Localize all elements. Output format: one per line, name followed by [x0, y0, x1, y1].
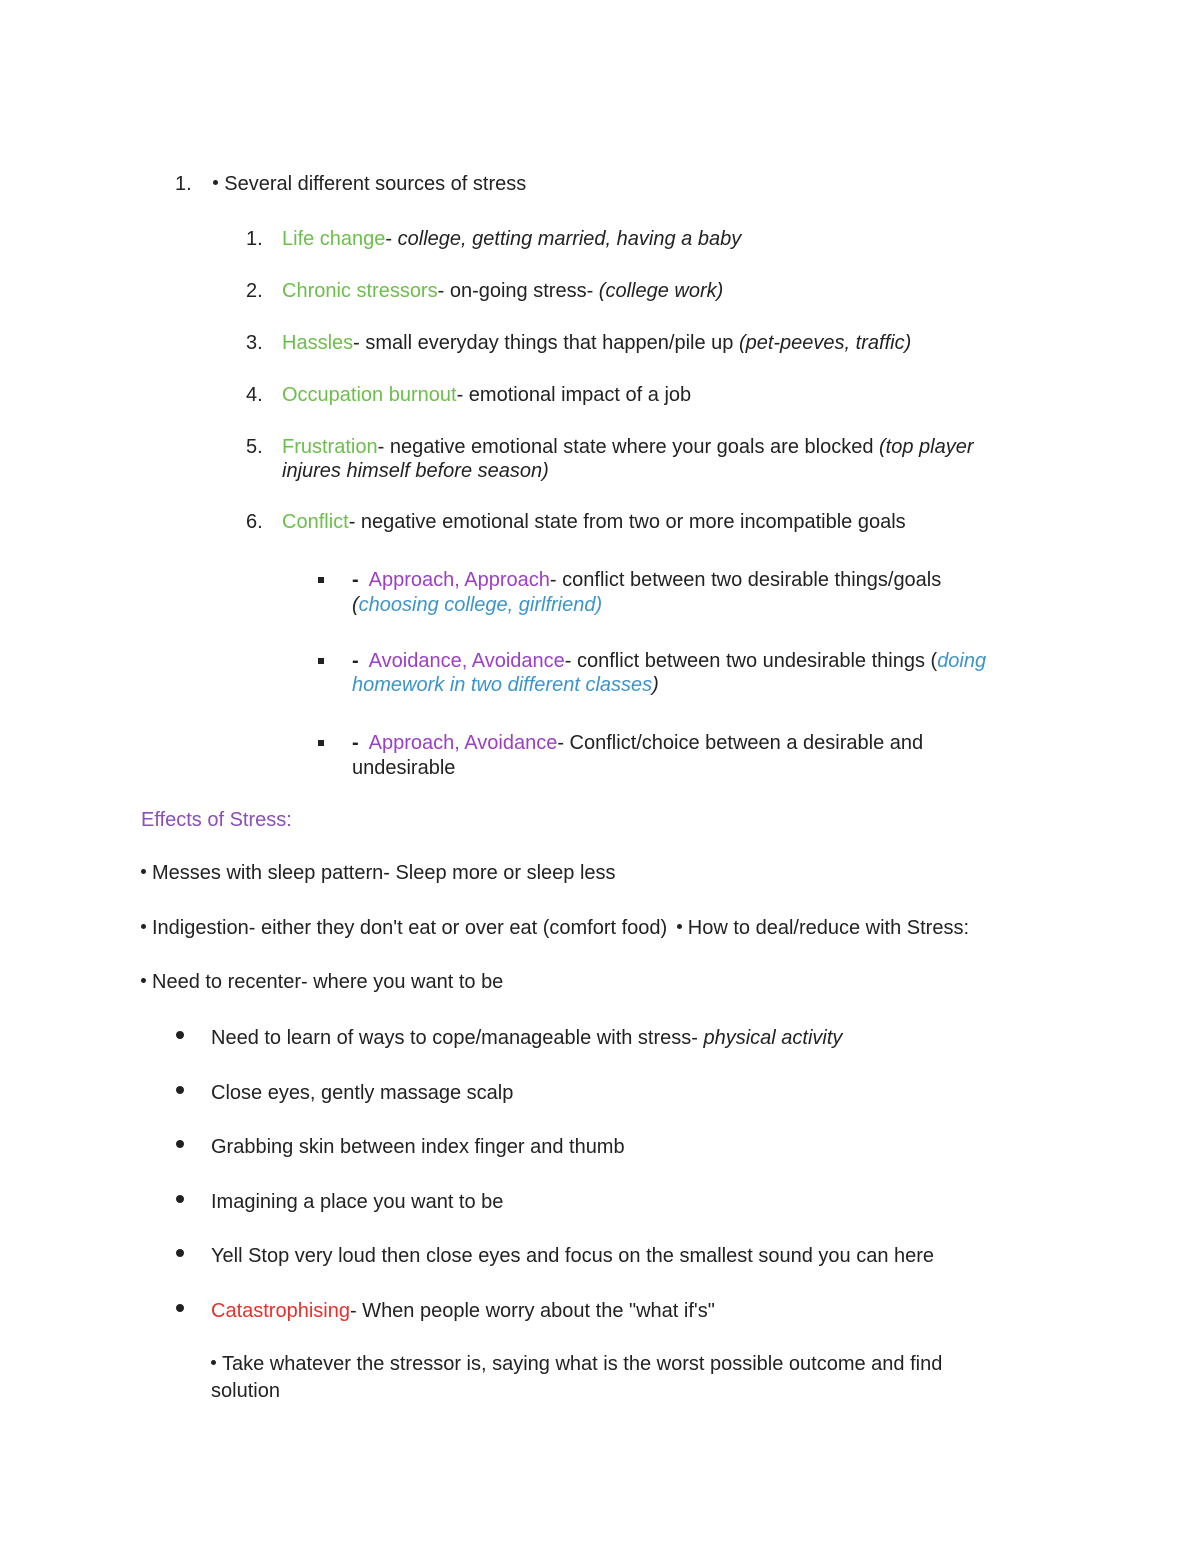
dash: - — [352, 732, 359, 754]
bullet-dot — [176, 1304, 184, 1312]
list-item — [246, 510, 263, 534]
effect-text: Need to recenter- where you want to be — [152, 971, 504, 993]
bullet-dot — [141, 869, 146, 874]
list-item — [211, 1026, 842, 1050]
list-item-text-line2 — [352, 593, 602, 617]
description: - Conflict/choice between a desirable and — [557, 732, 924, 754]
list-item-text — [282, 383, 691, 407]
outline-item-1 — [175, 172, 526, 196]
list-item-text — [282, 331, 911, 355]
list-item-text-line2 — [352, 673, 659, 697]
term: Frustration — [282, 436, 378, 458]
separator: - — [377, 436, 385, 458]
bullet-dot — [176, 1086, 184, 1094]
sub-item-text: Take whatever the stressor is, saying what is the worst possible outcome and find — [222, 1353, 943, 1375]
sub-item — [211, 1352, 942, 1376]
list-item: Close eyes, gently massage scalp — [211, 1082, 514, 1104]
bullet-dot — [141, 978, 146, 983]
list-number: 3. — [246, 332, 263, 354]
description: emotional impact of a job — [463, 384, 692, 406]
list-item-text-line2: undesirable — [352, 757, 456, 779]
list-item-text — [282, 279, 723, 303]
paren: ) — [652, 674, 659, 696]
term: Conflict — [282, 511, 349, 533]
term: Approach, Avoidance — [368, 732, 558, 754]
list-item-text — [282, 510, 906, 534]
list-number: 5. — [246, 436, 263, 458]
list-item: Imagining a place you want to be — [211, 1191, 504, 1213]
bullet-dot — [176, 1249, 184, 1257]
term: Chronic stressors — [282, 280, 438, 302]
list-item — [246, 383, 263, 407]
description: - conflict between two undesirable things ( — [564, 650, 938, 672]
term: Avoidance, Avoidance — [368, 650, 565, 672]
term: Life change — [282, 228, 386, 250]
list-number: 1. — [246, 228, 263, 250]
list-item: Yell Stop very loud then close eyes and focus on the smallest sound you can here — [211, 1245, 935, 1267]
bullet-dot — [176, 1031, 184, 1039]
bullet-dot — [677, 924, 682, 929]
description: on-going stress- — [444, 280, 599, 302]
dash: - — [352, 650, 359, 672]
bullet-dot — [141, 924, 146, 929]
sub-item-line2: solution — [211, 1380, 280, 1402]
effect-text: How to deal/reduce with Stress: — [687, 917, 970, 939]
list-item — [246, 279, 263, 303]
bullet-dot — [211, 1360, 216, 1365]
effect-item — [141, 861, 616, 885]
term: Occupation burnout — [282, 384, 457, 406]
example: homework in two different classes — [352, 674, 653, 696]
list-number: 4. — [246, 384, 263, 406]
square-bullet — [318, 740, 324, 746]
description: - When people worry about the "what if's" — [349, 1300, 715, 1322]
list-item — [246, 227, 263, 251]
list-number: 6. — [246, 511, 263, 533]
effect-text: Messes with sleep pattern- Sleep more or sleep less — [152, 862, 616, 884]
list-item-text — [352, 568, 941, 592]
list-item — [246, 331, 263, 355]
description: - conflict between two desirable things/goals — [549, 569, 942, 591]
coping-emphasis: physical activity — [703, 1027, 843, 1049]
list-item — [246, 435, 263, 459]
description: negative emotional state from two or more incompatible goals — [355, 511, 906, 533]
square-bullet — [318, 658, 324, 664]
example: choosing college, girlfriend) — [358, 594, 603, 616]
list-item — [211, 1299, 715, 1323]
list-item-text — [352, 649, 986, 673]
example: (college work) — [598, 280, 724, 302]
example: (top player — [879, 436, 974, 458]
outline-number: 1. — [175, 173, 192, 195]
paren: ( — [352, 594, 359, 616]
dash: - — [352, 569, 359, 591]
effect-item — [141, 970, 503, 994]
bullet-dot — [176, 1195, 184, 1203]
bullet-dot — [213, 180, 218, 185]
description: small everyday things that happen/pile up — [359, 332, 739, 354]
list-item: Grabbing skin between index finger and thumb — [211, 1136, 625, 1158]
list-item-text — [282, 435, 974, 459]
effect-text: Indigestion- either they don't eat or over eat (comfort food) — [152, 917, 668, 939]
description: negative emotional state where your goals are blocked — [384, 436, 880, 458]
section-heading: Effects of Stress: — [141, 809, 292, 831]
term: Hassles — [282, 332, 354, 354]
list-item-text — [352, 731, 923, 755]
list-item-text — [282, 227, 741, 251]
separator: - — [456, 384, 464, 406]
separator: - — [437, 280, 445, 302]
term: Catastrophising — [211, 1300, 350, 1322]
example: college, getting married, having a baby — [392, 228, 742, 250]
separator: - — [353, 332, 360, 354]
coping-text: Need to learn of ways to cope/manageable with stress- — [211, 1027, 704, 1049]
outline-item-text: Several different sources of stress — [224, 173, 527, 195]
separator: - — [348, 511, 356, 533]
example: doing — [937, 650, 987, 672]
square-bullet — [318, 577, 324, 583]
term: Approach, Approach — [368, 569, 550, 591]
list-number: 2. — [246, 280, 263, 302]
separator: - — [385, 228, 393, 250]
effect-item — [141, 916, 969, 940]
bullet-dot — [176, 1140, 184, 1148]
example: (pet-peeves, traffic) — [738, 332, 912, 354]
example-continued: injures himself before season) — [282, 460, 549, 482]
